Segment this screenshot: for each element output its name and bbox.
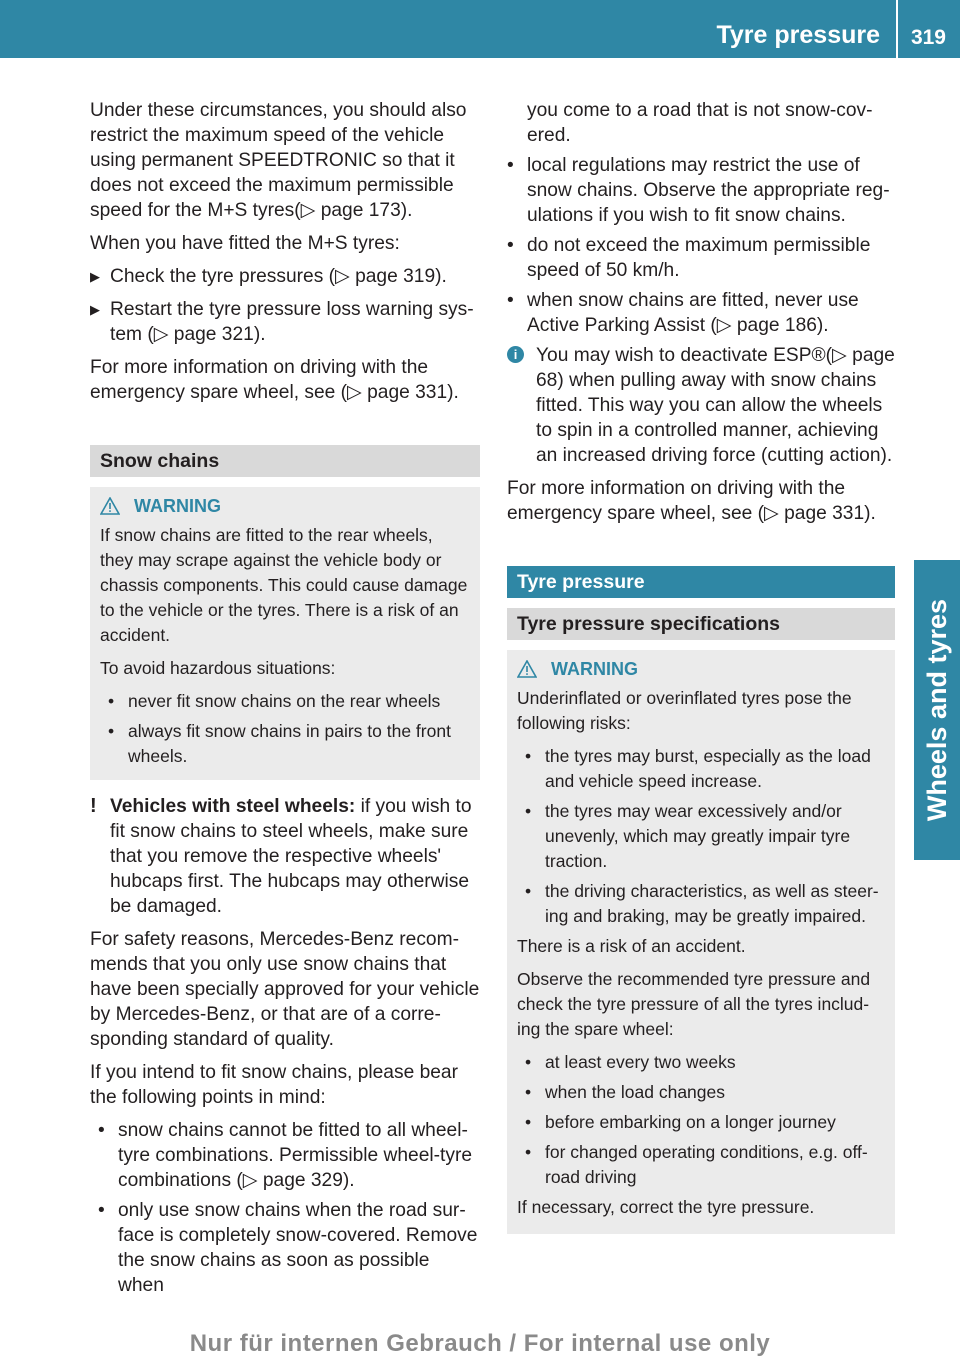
list-item: • for changed operating conditions, e.g. off-road driving bbox=[525, 1142, 868, 1187]
info-text: You may wish to deactivate ESP®(▷ page 68) when pulling away with snow chains fitted. This way you can allow the wheels to spin in a controlled manner, achieving an increased driving force (cutting action). bbox=[536, 345, 895, 466]
list-item: • when the load changes bbox=[525, 1082, 725, 1102]
list-item: • do not exceed the maximum permissible speed of 50 km/h. bbox=[507, 235, 871, 281]
exclamation-icon: ! bbox=[90, 795, 97, 817]
paragraph: For more information on driving with the emergency spare wheel, see (▷ page 331). bbox=[507, 478, 876, 524]
arrow-icon: ▶ bbox=[90, 269, 100, 284]
warning-triangle-icon bbox=[100, 497, 120, 515]
warning-box bbox=[507, 650, 895, 1234]
list-item: • local regulations may restrict the use of snow chains. Observe the appropriate regulations if you wish to fit snow chains. bbox=[507, 155, 890, 226]
warning-title bbox=[100, 495, 470, 517]
warning-text: Underinflated or overinflated tyres pose the following risks: bbox=[517, 688, 852, 733]
warning-text: If snow chains are fitted to the rear wheels, they may scrape against the vehicle body or chassis components. This could cause damage to the vehicle or the tyres. There is a risk of an accident. bbox=[100, 525, 468, 645]
paragraph: For more information on driving with the emergency spare wheel, see (▷ page 331). bbox=[90, 357, 459, 403]
paragraph: For safety reasons, Mercedes-Benz recommends that you only use snow chains that have been specially approved for your vehicle by Mercedes-Benz, or that are of a corresponding standard of quality. bbox=[90, 929, 480, 1050]
list-item: • always fit snow chains in pairs to the front wheels. bbox=[108, 721, 451, 766]
header-divider bbox=[896, 0, 898, 58]
list-item: • before embarking on a longer journey bbox=[525, 1112, 836, 1132]
caution-note bbox=[90, 794, 480, 919]
warning-box bbox=[90, 487, 480, 780]
left-column bbox=[90, 98, 480, 1303]
action-step bbox=[90, 297, 480, 347]
section-heading-tyre-pressure: Tyre pressure bbox=[507, 566, 895, 598]
action-text: Restart the tyre pressure loss warning system (▷ page 321). bbox=[110, 299, 474, 345]
list-item: • the tyres may burst, especially as the load and vehicle speed increase. bbox=[525, 746, 871, 791]
warning-text: If necessary, correct the tyre pressure. bbox=[517, 1197, 815, 1217]
header-bar bbox=[0, 0, 960, 58]
right-column bbox=[507, 98, 895, 1248]
note-text: if you wish to fit snow chains to steel wheels, make sure that you remove the respective wheels' hubcaps first. The hubcaps may otherwise be damaged. bbox=[110, 796, 472, 917]
warning-label: WARNING bbox=[551, 659, 638, 679]
warning-text: Observe the recommended tyre pressure and check the tyre pressure of all the tyres including the spare wheel: bbox=[517, 969, 871, 1039]
list-item: • never fit snow chains on the rear wheels bbox=[108, 691, 441, 711]
arrow-icon: ▶ bbox=[90, 302, 100, 317]
warning-triangle-icon bbox=[517, 660, 537, 678]
list-item: • the tyres may wear excessively and/or unevenly, which may greatly impair tyre traction. bbox=[525, 801, 851, 871]
warning-label: WARNING bbox=[134, 496, 221, 516]
paragraph: When you have fitted the M+S tyres: bbox=[90, 233, 400, 254]
action-step bbox=[90, 264, 480, 289]
side-tab bbox=[914, 560, 960, 860]
list-item: • the driving characteristics, as well as steering and braking, may be greatly impaired. bbox=[525, 881, 879, 926]
subsection-heading-specifications: Tyre pressure specifications bbox=[507, 608, 895, 640]
list-item-continued: you come to a road that is not snow-covered. bbox=[527, 100, 873, 146]
info-note bbox=[507, 343, 895, 468]
side-tab-label: Wheels and tyres bbox=[921, 598, 952, 822]
header-title: Tyre pressure bbox=[716, 21, 880, 49]
footer-watermark: Nur für internen Gebrauch / For internal use only bbox=[189, 1330, 771, 1357]
paragraph: If you intend to fit snow chains, please bear the following points in mind: bbox=[90, 1062, 458, 1108]
warning-title bbox=[517, 658, 885, 680]
list-item: • at least every two weeks bbox=[525, 1052, 736, 1072]
warning-text: There is a risk of an accident. bbox=[517, 936, 746, 956]
list-item: • snow chains cannot be fitted to all wheel-tyre combinations. Permissible wheel-tyre combinations (▷ page 329). bbox=[98, 1120, 473, 1191]
page-number: 319 bbox=[910, 26, 946, 49]
section-heading-snow-chains: Snow chains bbox=[90, 445, 480, 477]
paragraph: Under these circumstances, you should also restrict the maximum speed of the vehicle using permanent SPEEDTRONIC so that it does not exceed the maximum permissible speed for the M+S tyres(▷ page 173). bbox=[90, 100, 467, 221]
list-item: • only use snow chains when the road surface is completely snow-covered. Remove the snow chains as soon as possible when bbox=[98, 1200, 478, 1296]
note-lead: Vehicles with steel wheels: bbox=[110, 796, 356, 817]
action-text: Check the tyre pressures (▷ page 319). bbox=[110, 266, 447, 287]
list-item: • when snow chains are fitted, never use Active Parking Assist (▷ page 186). bbox=[507, 290, 859, 336]
info-icon: i bbox=[507, 346, 524, 363]
warning-text: To avoid hazardous situations: bbox=[100, 658, 336, 678]
